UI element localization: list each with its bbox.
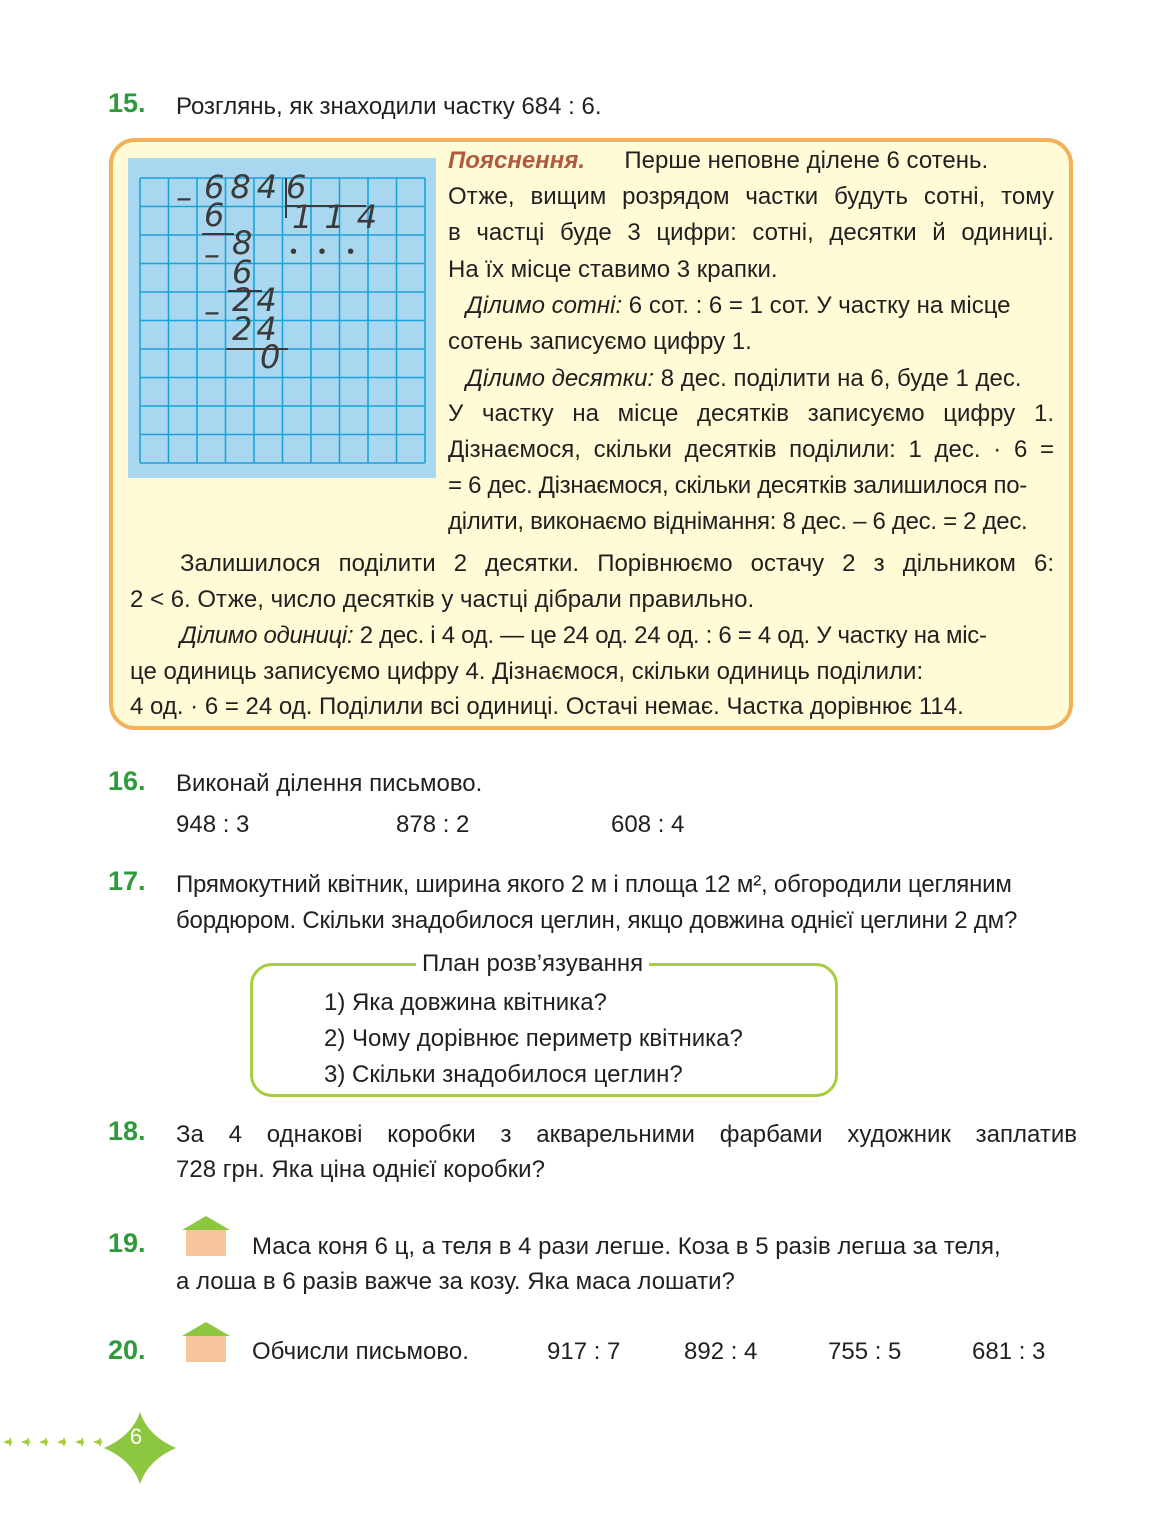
step2-bring-down: 8 [232, 224, 253, 262]
task-18-line-1: За 4 однакові коробки з акварельними фарбами художник заплатив [176, 1121, 1077, 1148]
explanation-line-13: 2 < 6. Отже, число десятків у частці дібрали правильно. [130, 586, 755, 613]
task-16-text: Виконай ділення письмово. [176, 770, 483, 797]
explanation-line-2: Отже, вищим розрядом частки будуть сотні, тому [448, 183, 1054, 210]
divide-hundreds-label: Ділимо сотні: [466, 292, 623, 319]
home-icon [178, 1320, 234, 1364]
minus-sign: – [204, 292, 220, 330]
task-20-text: Обчисли письмово. [252, 1338, 469, 1365]
explanation-line-6: сотень записуємо цифру 1. [448, 328, 752, 355]
plan-item-1: 1) Яка довжина квітника? [324, 989, 607, 1016]
minus-sign: – [204, 235, 220, 273]
division-grid [128, 158, 436, 478]
home-icon [178, 1214, 234, 1258]
explanation-line-5 [466, 292, 1011, 320]
task-17-line-1: Прямокутний квітник, ширина якого 2 м і площа 12 м², обгородили цегляним [176, 871, 1012, 898]
task-number-20: 20. [108, 1335, 146, 1365]
explanation-line-8: У частку на місце десятків записуємо цифру 1. [448, 400, 1054, 427]
task-20-expression-4: 681 : 3 [972, 1338, 1046, 1365]
explanation-line-1 [448, 147, 988, 175]
explanation-line-7 [466, 365, 1022, 393]
task-15-text: Розглянь, як знаходили частку 684 : 6. [176, 93, 602, 120]
task-16-expression-2: 878 : 2 [396, 811, 470, 838]
divisor: 6 [286, 168, 307, 206]
explanation-line-3: в частці буде 3 цифри: сотні, десятки й одиниці. [448, 219, 1054, 246]
step1-subtrahend: 6 [204, 196, 225, 234]
explanation-line-4: На їх місце ставимо 3 крапки. [448, 256, 778, 283]
explanation-line-10: = 6 дес. Дізнаємося, скільки десятків залишилося по- [448, 472, 1027, 499]
step3-bring-down: 24 [232, 281, 281, 319]
explanation-heading: Пояснення. [448, 147, 586, 174]
minus-sign: – [176, 178, 192, 216]
task-19-line-2: а лоша в 6 разів важче за козу. Яка маса лошати? [176, 1268, 735, 1295]
task-16-expression-1: 948 : 3 [176, 811, 250, 838]
task-number-18: 18. [108, 1116, 146, 1146]
explanation-line-11: ділити, виконаємо віднімання: 8 дес. – 6 дес. = 2 дес. [448, 508, 1028, 535]
explanation-line-14 [180, 622, 987, 650]
task-18-line-2: 728 грн. Яка ціна однієї коробки? [176, 1156, 545, 1183]
plan-item-3: 3) Скільки знадобилося цеглин? [324, 1061, 683, 1088]
task-number-17: 17. [108, 866, 146, 896]
page-number-badge [100, 1408, 180, 1488]
solution-plan-title: План розв’язування [416, 950, 649, 978]
quotient: 114 [292, 198, 390, 236]
explanation-line-12: Залишилося поділити 2 десятки. Порівнюємо остачу 2 з дільником 6: [180, 550, 1054, 577]
task-number-16: 16. [108, 766, 146, 796]
task-16-expression-3: 608 : 4 [611, 811, 685, 838]
explanation-line-9: Дізнаємося, скільки десятків поділили: 1 дес. · 6 = [448, 436, 1054, 463]
page-number: 6 [129, 1424, 143, 1449]
task-number-15: 15. [108, 88, 146, 118]
task-20-expression-3: 755 : 5 [828, 1338, 902, 1365]
task-20-expression-2: 892 : 4 [684, 1338, 758, 1365]
task-17-line-2: бордюром. Скільки знадобилося цеглин, якщо довжина однієї цеглини 2 дм? [176, 907, 1018, 934]
step2-subtrahend: 6 [232, 253, 253, 291]
task-19-line-1: Маса коня 6 ц, а теля в 4 рази легше. Коза в 5 разів легша за теля, [252, 1233, 1001, 1260]
explanation-line-14-text: 2 дес. і 4 од. — це 24 од. 24 од. : 6 = 4 од. У частку на міс- [353, 622, 987, 649]
explanation-line-7-text: 8 дес. поділити на 6, буде 1 дес. [654, 365, 1022, 392]
divide-units-label: Ділимо одиниці: [180, 622, 354, 649]
footer-star-dots [0, 1432, 110, 1452]
explanation-line-1-text: Перше неповне ділене 6 сотень. [624, 147, 989, 174]
explanation-line-5-text: 6 сот. : 6 = 1 сот. У частку на місце [622, 292, 1011, 319]
plan-item-2: 2) Чому дорівнює периметр квітника? [324, 1025, 743, 1052]
step3-subtrahend: 24 [232, 310, 281, 348]
divide-tens-label: Ділимо десятки: [466, 365, 655, 392]
explanation-line-15: це одиниць записуємо цифру 4. Дізнаємося, скільки одиниць поділили: [130, 658, 924, 685]
remainder: 0 [260, 338, 281, 376]
dividend: 684 [204, 168, 284, 206]
quotient-dots: • • • [290, 241, 363, 263]
task-number-19: 19. [108, 1228, 146, 1258]
task-20-expression-1: 917 : 7 [547, 1338, 621, 1365]
explanation-line-16: 4 од. · 6 = 24 од. Поділили всі одиниці. Остачі немає. Частка дорівнює 114. [130, 693, 964, 720]
